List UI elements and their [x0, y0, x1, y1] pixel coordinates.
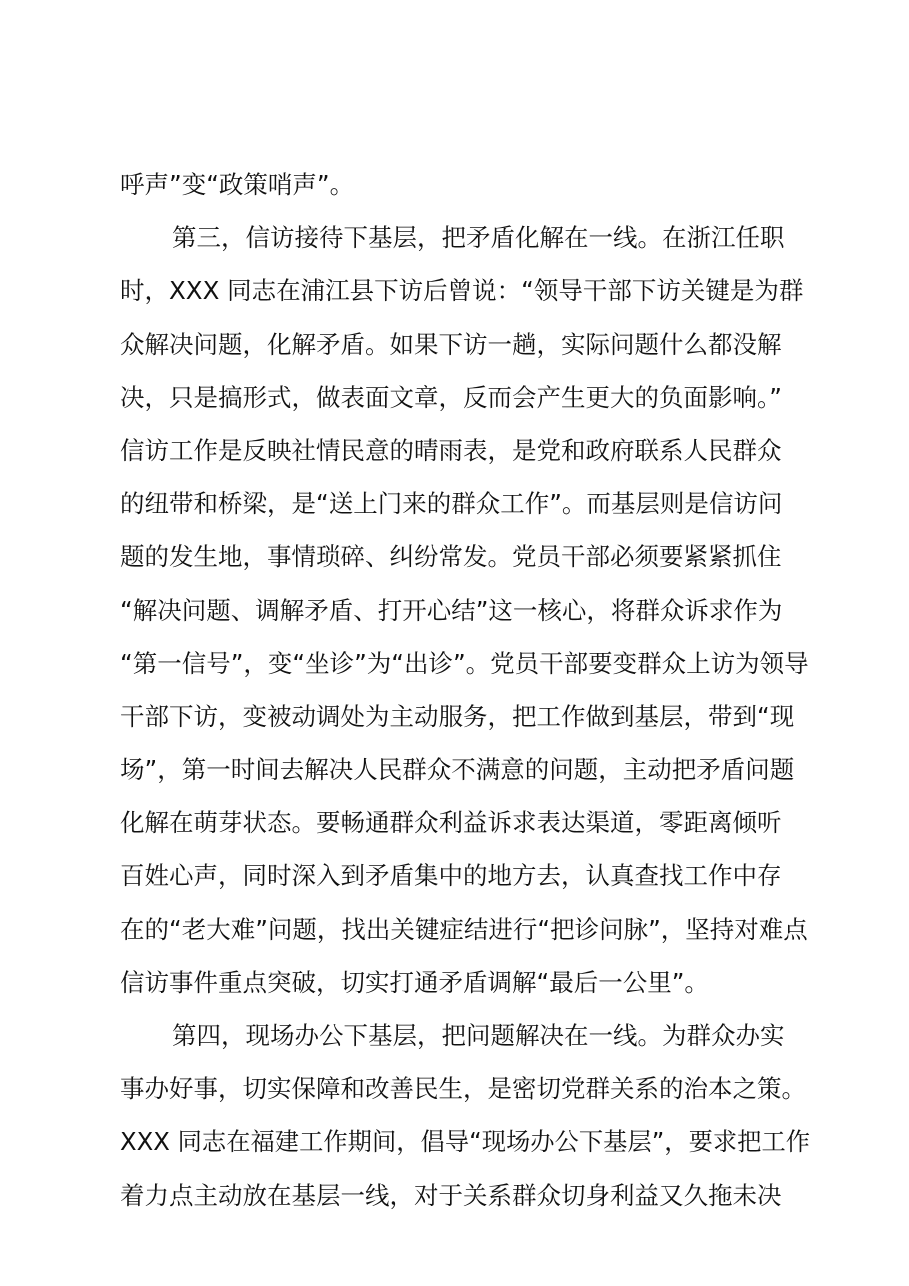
text-line: XXX 同志在福建工作期间，倡导“现场办公下基层”，要求把工作: [120, 1127, 811, 1157]
text-line: 化解在萌芽状态。要畅通群众利益诉求表达渠道，零距离倾听: [120, 808, 782, 838]
paragraph-start-line: 第三，信访接待下基层，把矛盾化解在一线。在浙江任职: [172, 223, 785, 253]
text-line: 时，XXX 同志在浦江县下访后曾说：“领导干部下访关键是为群: [120, 276, 804, 306]
text-line: “解决问题、调解矛盾、打开心结”这一核心，将群众诉求作为: [120, 595, 783, 625]
text-line: 呼声”变“政策哨声”。: [120, 170, 355, 199]
text-line: 决，只是搞形式，做表面文章，反而会产生更大的负面影响。”: [120, 382, 782, 412]
text-line: 在的“老大难”问题，找出关键症结进行“把诊问脉”，坚持对难点: [120, 914, 808, 944]
document-body: [120, 158, 810, 1222]
text-line: 信访工作是反映社情民意的晴雨表，是党和政府联系人民群众: [120, 435, 782, 465]
text-line: 信访事件重点突破，切实打通矛盾调解“最后一公里”。: [120, 967, 709, 997]
text-line: 的纽带和桥梁，是“送上门来的群众工作”。而基层则是信访问: [120, 489, 783, 519]
text-line: 众解决问题，化解矛盾。如果下访一趟，实际问题什么都没解: [120, 329, 782, 359]
paragraph-start-line: 第四，现场办公下基层，把问题解决在一线。为群众办实: [172, 1021, 785, 1050]
text-line: “第一信号”，变“坐诊”为“出诊”。党员干部要变群众上访为领导: [120, 648, 809, 678]
text-line: 百姓心声，同时深入到矛盾集中的地方去，认真查找工作中存: [120, 861, 782, 891]
text-line: 干部下访，变被动调处为主动服务，把工作做到基层，带到“现: [120, 701, 795, 731]
text-line: 场”，第一时间去解决人民群众不满意的问题，主动把矛盾问题: [120, 755, 795, 785]
text-line: 事办好事，切实保障和改善民生，是密切党群关系的治本之策。: [120, 1074, 806, 1104]
text-line: 着力点主动放在基层一线，对于关系群众切身利益又久拖未决: [120, 1180, 782, 1210]
text-line: 题的发生地，事情琐碎、纠纷常发。党员干部必须要紧紧抓住: [120, 542, 782, 572]
